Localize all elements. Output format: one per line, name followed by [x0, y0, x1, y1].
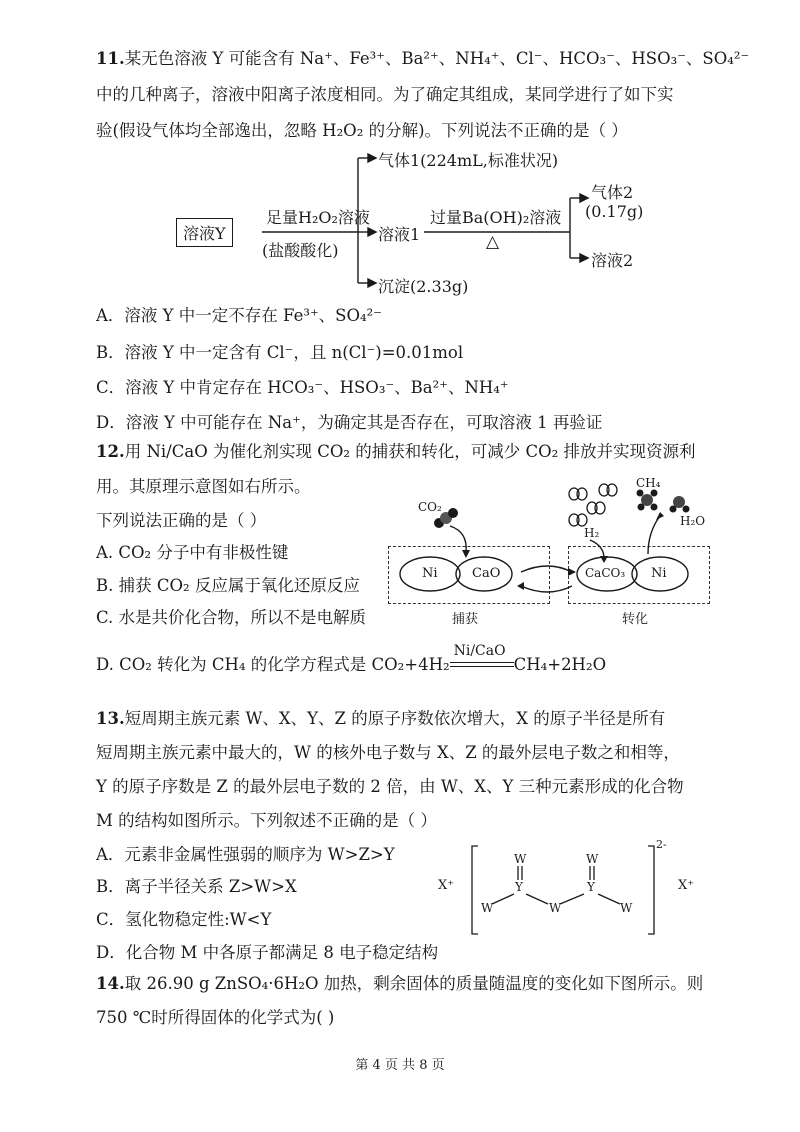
precipitate-label: 沉淀(2.33g) [378, 277, 469, 296]
q13-line4: M 的结构如图所示。下列叙述不正确的是（ ） [96, 811, 437, 830]
ch4-label: CH₄ [636, 476, 661, 490]
q11-option-d: D．溶液 Y 中可能存在 Na⁺，为确定其是否存在，可取溶液 1 再验证 [96, 413, 603, 432]
gas1-label: 气体1(224mL,标准状况) [378, 151, 559, 170]
cao-label: CaO [472, 566, 501, 581]
cation-left: X⁺ [438, 878, 455, 893]
q13-number: 13. [96, 709, 125, 728]
atom-w-bottom-left: W [481, 901, 494, 915]
reagent-note: (盐酸酸化) [262, 241, 339, 260]
q12-number: 12. [96, 442, 125, 461]
solution2-label: 溶液2 [591, 251, 634, 270]
caco3-label: CaCO₃ [585, 566, 626, 580]
q13-line3: Y 的原子序数是 Z 的最外层电子数的 2 倍，由 W、X、Y 三种元素形成的化合物 [96, 777, 684, 796]
q11-option-c: C．溶液 Y 中肯定存在 HCO₃⁻、HSO₃⁻、Ba²⁺、NH₄⁺ [96, 378, 509, 397]
convert-label: 转化 [622, 612, 649, 627]
atom-w-bridge: W [549, 901, 562, 915]
q13-line1: 13.短周期主族元素 W、X、Y、Z 的原子序数依次增大，X 的原子半径是所有 [96, 709, 666, 728]
q11-line3: 验(假设气体均全部逸出，忽略 H₂O₂ 的分解)。下列说法不正确的是（ ） [96, 121, 628, 140]
q13-line2: 短周期主族元素中最大的，W 的核外电子数与 X、Z 的最外层电子数之和相等， [96, 743, 680, 762]
page-footer: 第 4 页 共 8 页 [355, 1058, 445, 1073]
reagent-baoh2: 过量Ba(OH)₂溶液 [430, 208, 562, 227]
atom-y-left: Y [515, 880, 523, 894]
q14-line1: 14.取 26.90 g ZnSO₄·6H₂O 加热，剩余固体的质量随温度的变化如下图所示。则 [96, 974, 704, 993]
q13-option-b: B．离子半径关系 Z>W>X [96, 877, 297, 896]
atom-y-right: Y [587, 880, 595, 894]
ni-convert-label: Ni [651, 566, 667, 581]
heat-symbol: △ [486, 232, 500, 252]
q11-number: 11. [96, 49, 125, 68]
q12-line2: 用。其原理示意图如右所示。 [96, 477, 311, 496]
h2o-label: H₂O [680, 514, 706, 528]
q13-option-d: D．化合物 M 中各原子都满足 8 电子稳定结构 [96, 943, 439, 962]
q11-option-a: A．溶液 Y 中一定不存在 Fe³⁺、SO₄²⁻ [96, 306, 382, 325]
co2-label: CO₂ [418, 500, 442, 514]
capture-label: 捕获 [452, 612, 479, 627]
q11-line1: 11.某无色溶液 Y 可能含有 Na⁺、Fe³⁺、Ba²⁺、NH₄⁺、Cl⁻、HCO₃⁻、HSO₃⁻、SO₄²⁻ [96, 49, 750, 68]
atom-w-top-right: W [586, 852, 599, 866]
q11-option-b: B．溶液 Y 中一定含有 Cl⁻，且 n(Cl⁻)=0.01mol [96, 343, 464, 362]
q12-option-c: C. 水是共价化合物，所以不是电解质 [96, 608, 367, 627]
anion-charge: 2- [656, 838, 667, 851]
cation-right: X⁺ [678, 878, 695, 893]
q14-line2: 750 ℃时所得固体的化学式为( ) [96, 1008, 335, 1027]
q12-option-b: B. 捕获 CO₂ 反应属于氧化还原反应 [96, 576, 360, 595]
q12-line1: 12.用 Ni/CaO 为催化剂实现 CO₂ 的捕获和转化，可减少 CO₂ 排放并实现资源利 [96, 442, 696, 461]
q12-option-d: D. CO₂ 转化为 CH₄ 的化学方程式是 CO₂+4H₂ Ni/CaO CH₄+2H₂O [96, 654, 606, 676]
atom-w-bottom-right: W [620, 901, 633, 915]
atom-w-top-left: W [514, 852, 527, 866]
q13-option-a: A．元素非金属性强弱的顺序为 W>Z>Y [96, 845, 395, 864]
q12-line3: 下列说法正确的是（ ） [96, 511, 267, 530]
q13-option-c: C．氢化物稳定性:W<Y [96, 910, 272, 929]
gas2-mass: (0.17g) [585, 202, 644, 221]
gas2-label: 气体2 [591, 183, 634, 202]
h2-label: H₂ [584, 526, 600, 540]
reagent-h2o2: 足量H₂O₂溶液 [266, 208, 370, 227]
reaction-condition: Ni/CaO [453, 643, 506, 659]
solution1-label: 溶液1 [378, 225, 421, 244]
q14-number: 14. [96, 974, 125, 993]
q11-line2: 中的几种离子，溶液中阳离子浓度相同。为了确定其组成，某同学进行了如下实 [96, 85, 674, 104]
q12-option-a: A. CO₂ 分子中有非极性键 [96, 543, 289, 562]
ni-label: Ni [422, 566, 438, 581]
solution-y-box: 溶液Y [176, 218, 233, 247]
